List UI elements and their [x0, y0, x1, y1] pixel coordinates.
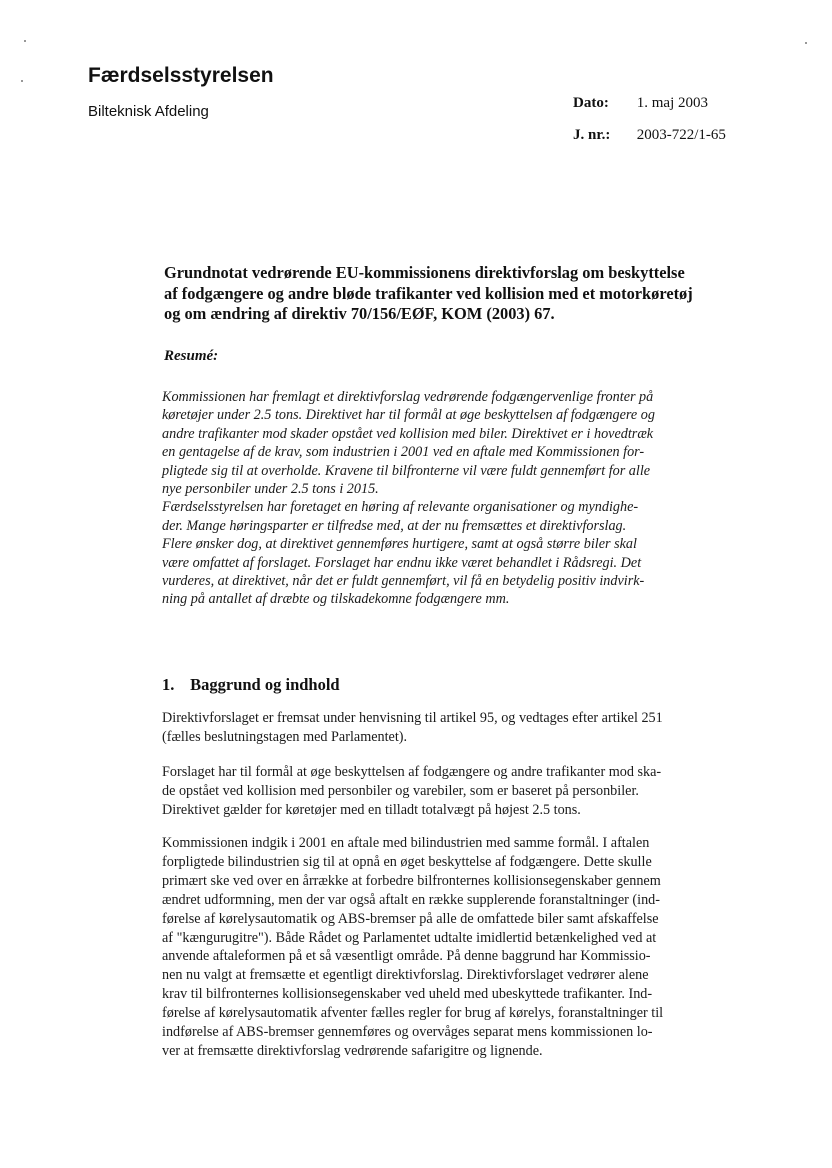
paragraph-line: indførelse af ABS-bremser gennemføres og overvåges separat mens kommissionen lo- — [162, 1024, 653, 1041]
paragraph-line: anvende aftaleformen på et så væsentligt område. På denne baggrund har Kommissio- — [162, 948, 651, 965]
paragraph-line: (fælles beslutningstagen med Parlamentet). — [162, 728, 408, 745]
resume-line: der. Mange høringsparter er tilfredse med, at der nu fremsættes et direktivforslag. — [162, 517, 627, 534]
resume-line: vurderes, at direktivet, når det er fuldt gennemført, vil få en betydelig positiv indvirk- — [162, 573, 645, 590]
section-heading — [162, 675, 340, 695]
paragraph-line: Forslaget har til formål at øge beskyttelsen af fodgængere og andre trafikanter mod ska- — [162, 764, 662, 780]
date-row — [573, 95, 708, 112]
title-line: af fodgængere og andre bløde trafikanter ved kollision med et motorkøretøj — [164, 283, 693, 303]
paragraph-line: ændret udformning, men der var også aftalt en række supplerende foranstaltninger (ind- — [162, 891, 660, 908]
resume-line: nye personbiler under 2.5 tons i 2015. — [162, 481, 379, 498]
organization-name: Færdselsstyrelsen — [88, 64, 274, 87]
document-title — [164, 263, 764, 325]
title-line: Grundnotat vedrørende EU-kommissionens direktivforslag om beskyttelse — [164, 263, 685, 282]
department-name: Bilteknisk Afdeling — [88, 103, 209, 120]
paragraph-line: forpligtede bilindustrien sig til at opnå en øget beskyttelse af fodgængere. Dette skulle — [162, 853, 652, 870]
resume-line: andre trafikanter mod skader opstået ved kollision med biler. Direktivet er i hovedtræk — [162, 425, 654, 442]
resume-line: køretøjer under 2.5 tons. Direktivet har til formål at øge beskyttelsen af fodgængere og — [162, 407, 655, 424]
paragraph-line: Kommissionen indgik i 2001 en aftale med bilindustrien med samme formål. I aftalen — [162, 835, 650, 851]
scan-speck — [21, 80, 23, 82]
paragraph-line: ver at fremsætte direktivforslag vedrørende safarigitre og lignende. — [162, 1042, 543, 1059]
body-paragraph-3 — [162, 834, 754, 1061]
resume-line: Kommissionen har fremlagt et direktivforslag vedrørende fodgængervenlige fronter på — [162, 389, 654, 405]
paragraph-line: Direktivforslaget er fremsat under henvisning til artikel 95, og vedtages efter artikel 251 — [162, 710, 663, 726]
date-value: 1. maj 2003 — [636, 95, 708, 111]
journal-number-row — [573, 127, 726, 144]
paragraph-line: førelse af kørelysautomatik og ABS-bremser på alle de omfattede biler samt afskaffelse — [162, 910, 659, 927]
section-title: Baggrund og indhold — [190, 675, 340, 694]
journal-number-value: 2003-722/1-65 — [636, 127, 726, 143]
resume-line: ning på antallet af dræbte og tilskadekomne fodgængere mm. — [162, 591, 510, 608]
body-paragraph-1 — [162, 709, 754, 747]
paragraph-line: krav til bilfronternes kollisionsegenskaber ved uheld med ubeskyttede trafikanter. Ind- — [162, 986, 653, 1003]
resume-line: Flere ønsker dog, at direktivet gennemføres hurtigere, samt at også større biler skal — [162, 536, 637, 553]
scan-speck — [805, 42, 807, 44]
title-line: og om ændring af direktiv 70/156/EØF, KOM (2003) 67. — [164, 304, 555, 323]
scan-speck — [24, 40, 26, 42]
section-number: 1. — [162, 675, 175, 694]
resume-heading: Resumé: — [164, 348, 219, 364]
journal-number-label: J. nr.: — [573, 127, 611, 143]
body-paragraph-2 — [162, 763, 754, 820]
paragraph-line: primært ske ved over en årrække at forbedre bilfronternes kollisionsegenskaber gennem — [162, 872, 661, 889]
date-label: Dato: — [573, 95, 609, 111]
resume-line: være omfattet af forslaget. Forslaget har endnu ikke været behandlet i Rådsregi. Det — [162, 554, 642, 571]
paragraph-line: førelse af kørelysautomatik afventer fælles regler for brug af kørelys, foranstaltninger til — [162, 1005, 664, 1022]
resume-line: en gentagelse af de krav, som industrien i 2001 ved en aftale med Kommissionen for- — [162, 444, 645, 461]
paragraph-line: de opstået ved kollision med personbiler og varebiler, som er baseret på personbiler. — [162, 782, 639, 799]
paragraph-line: nen nu valgt at fremsætte et egentligt direktivforslag. Direktivforslaget vedrører alene — [162, 967, 649, 984]
paragraph-line: Direktivet gælder for køretøjer med en tilladt totalvægt på højest 2.5 tons. — [162, 801, 581, 818]
resume-text — [162, 388, 762, 609]
paragraph-line: af "kængurugitre"). Både Rådet og Parlamentet udtalte imidlertid betænkelighed ved at — [162, 929, 657, 946]
resume-line: Færdselsstyrelsen har foretaget en høring af relevante organisationer og myndighe- — [162, 499, 639, 516]
resume-line: pligtede sig til at overholde. Kravene til bilfronterne vil være fuldt gennemført for alle — [162, 462, 651, 479]
